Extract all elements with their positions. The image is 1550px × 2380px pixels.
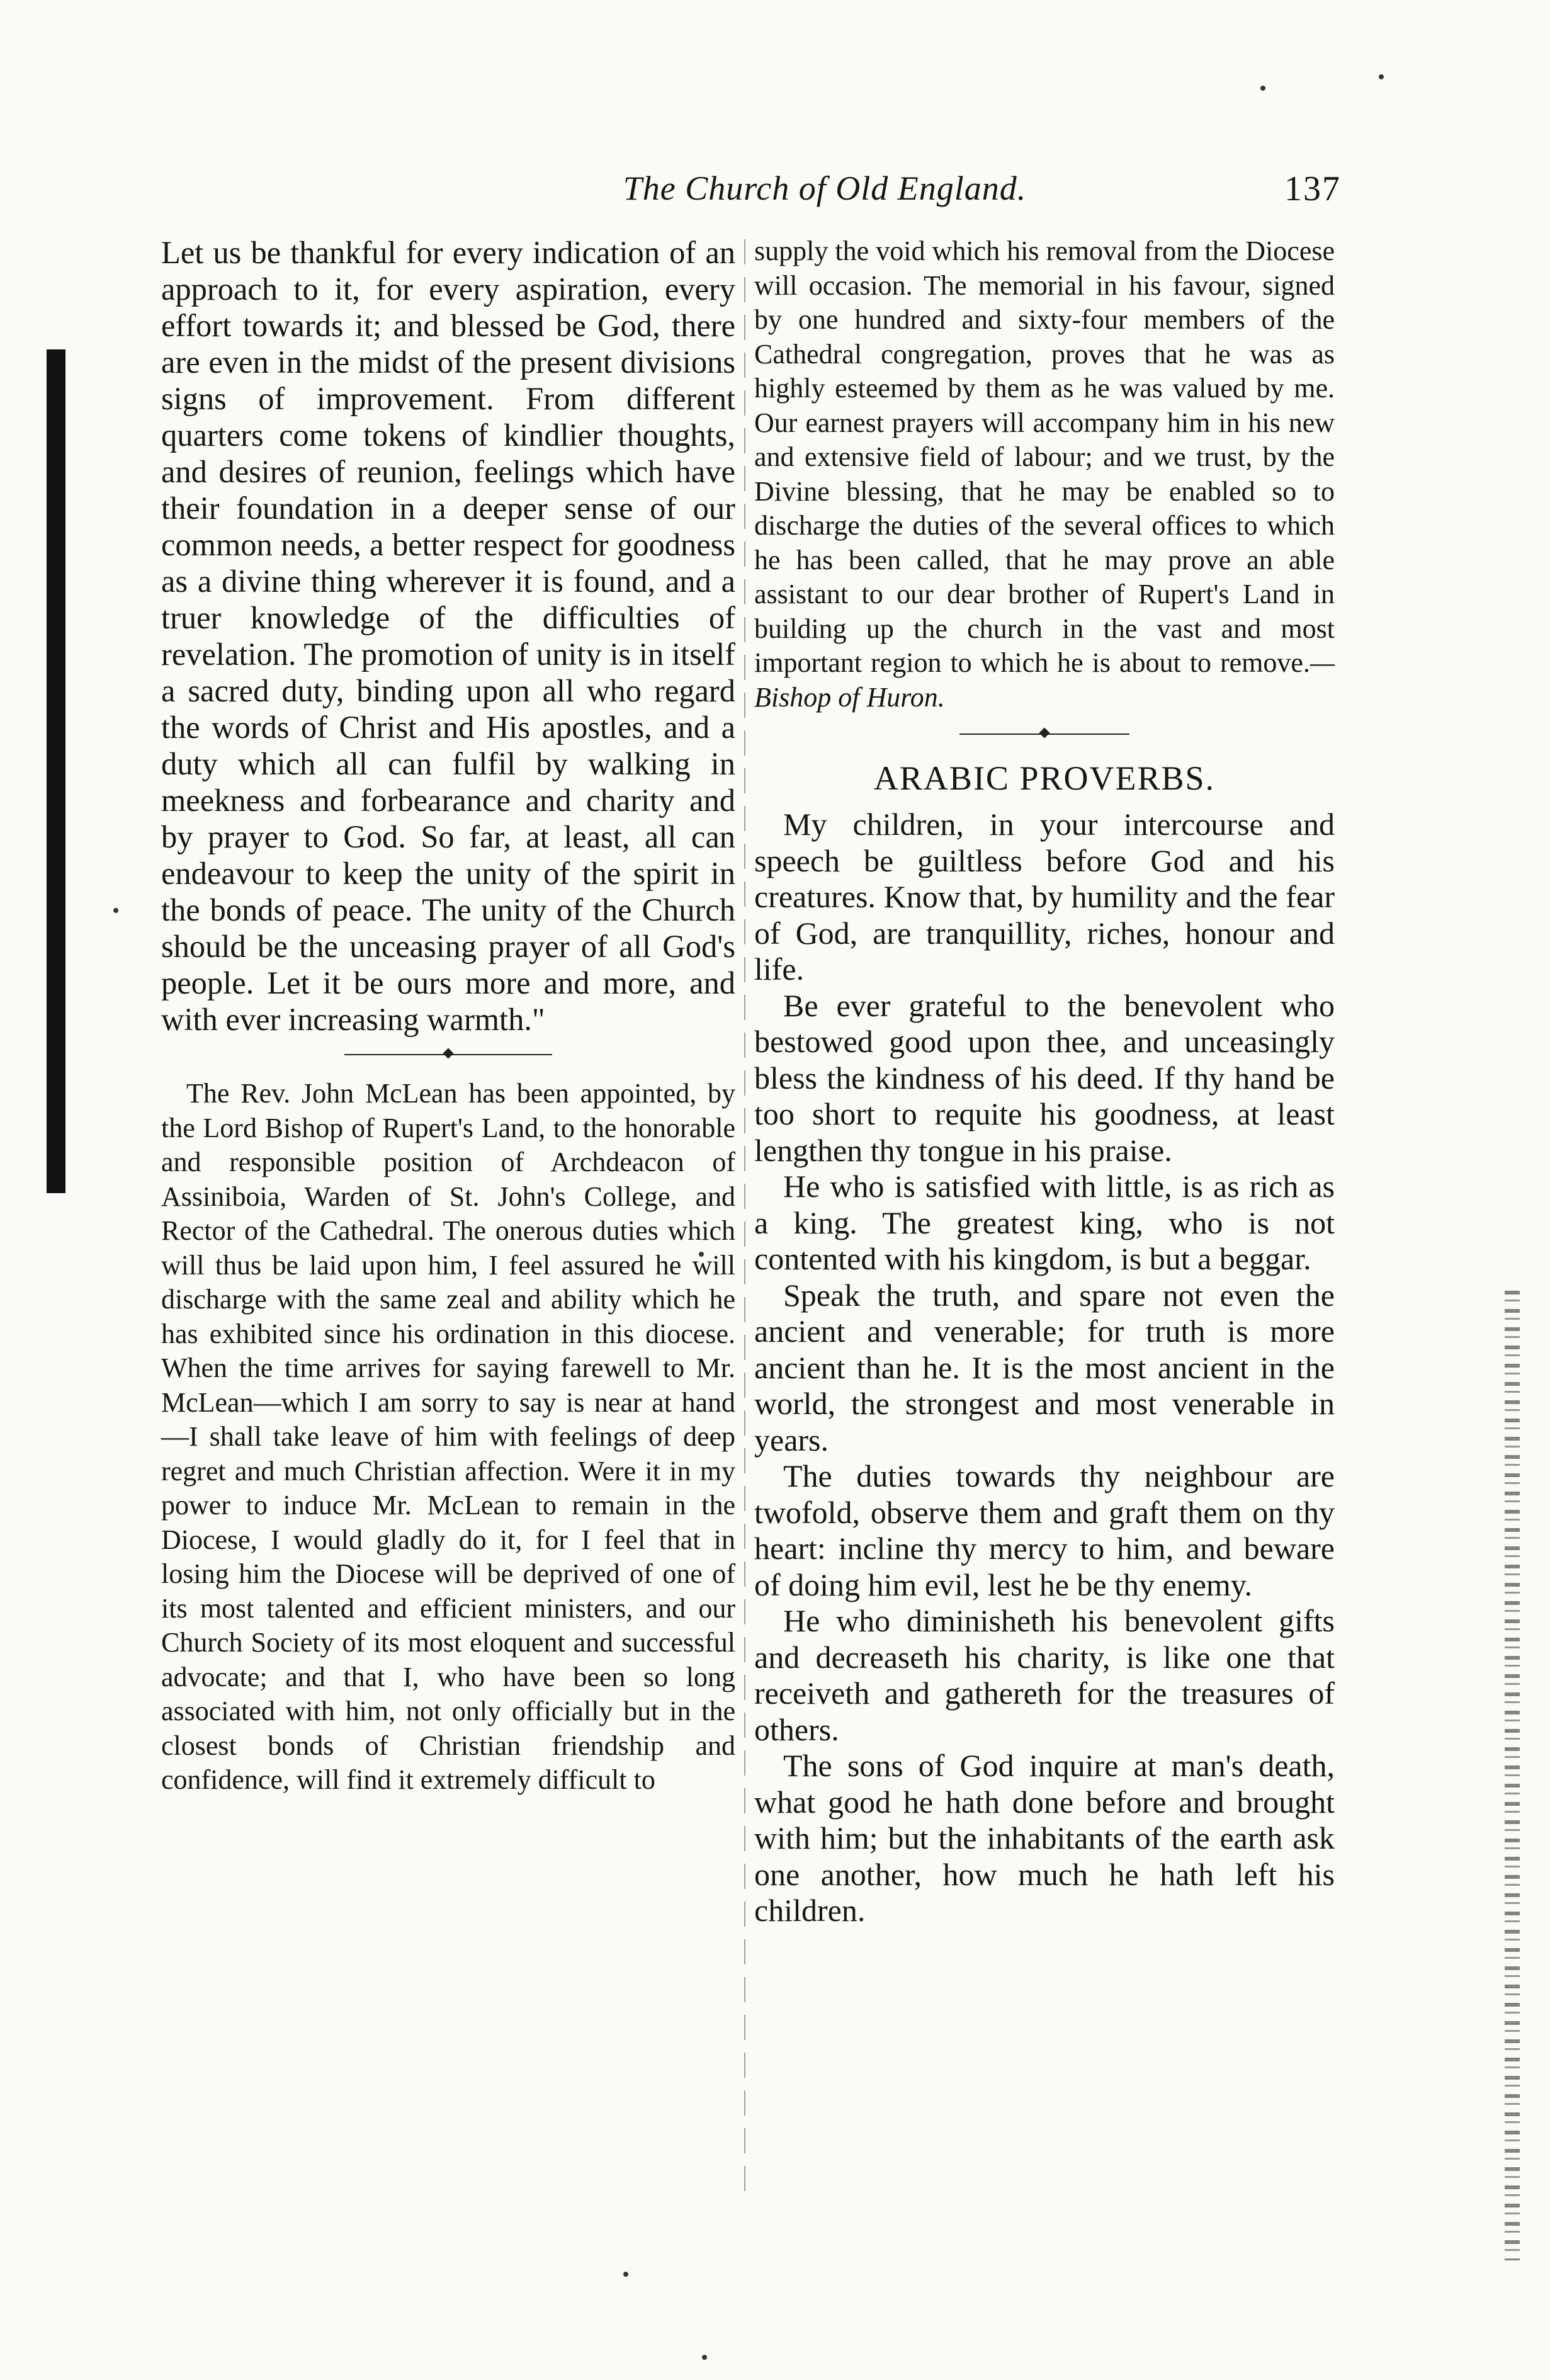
scan-speck — [1260, 86, 1265, 91]
scan-speck — [623, 2272, 628, 2277]
section-divider — [344, 1054, 552, 1055]
proverb: Speak the truth, and spare not even the ancient and venerable; for truth is more ancient than he. It is the most ancient in the world, the strongest and most venerable in years. — [754, 1277, 1335, 1458]
scan-speck — [702, 2355, 707, 2360]
mclean-continuation-text: supply the void which his removal from the Diocese will occasion. The memorial in his favour, signed by one hundred and sixty-four members of the Cathedral congregation, proves that he was as highly esteemed by them as he was valued by me. Our earnest prayers will accompany him in his new and extensive field of labour; and we trust, by the Divine blessing, that he may be enabled so to discharge the duties of the several offices to which he has been called, that he may prove an able assistant to our dear brother of Rupert's Land in building up the church in the vast and most important region to which he is about to remove. — [754, 235, 1335, 678]
proverb: The duties towards thy neighbour are twofold, observe them and graft them on thy heart: incline thy mercy to him, and beware of doing him evil, lest he be thy enemy. — [754, 1458, 1335, 1602]
page-edge-artifact — [1505, 1291, 1520, 2260]
proverb: He who diminisheth his benevolent gifts and decreaseth his charity, is like one that receiveth and gathereth for the treasures of others. — [754, 1603, 1335, 1747]
proverb: My children, in your intercourse and speech be guiltless before God and his creatures. Know that, by humility and the fear of God, are tranquillity, riches, honour and life. — [754, 807, 1335, 987]
proverb: The sons of God inquire at man's death, what good he hath done before and brought with him; but the inhabitants of the earth ask one another, how much he hath left his children. — [754, 1748, 1335, 1928]
right-column — [754, 234, 1335, 1929]
mclean-paragraph: The Rev. John McLean has been appointed, by the Lord Bishop of Rupert's Land, to the honorable and responsible position of Archdeacon of Assiniboia, Warden of St. John's College, and Rector of the Cathedral. The onerous duties which will thus be laid upon him, I feel assured he will discharge with the same zeal and ability which he has exhibited since his ordination in this diocese. When the time arrives for saying farewell to Mr. McLean—which I am sorry to say is near at hand—I shall take leave of him with feelings of deep regret and much Christian affection. Were it in my power to induce Mr. McLean to remain in the Diocese, I would gladly do it, for I feel that in losing him the Diocese will be deprived of one of its most talented and efficient ministers, and our Church Society of its most eloquent and successful advocate; and that I, who have been so long associated with him, not only officially but in the closest bonds of Christian friendship and confidence, will find it extremely difficult to — [161, 1078, 735, 1795]
left-column — [161, 234, 735, 1798]
running-header — [478, 169, 1341, 219]
running-title: The Church of Old England. — [623, 169, 1027, 207]
proverb: He who is satisfied with little, is as rich as a king. The greatest king, who is not contented with his kingdom, is but a beggar. — [754, 1169, 1335, 1276]
margin-scan-bar — [47, 349, 65, 1193]
quote-paragraph: Let us be thankful for every indication of an approach to it, for every aspiration, every effort towards it; and blessed be God, there are even in the midst of the present divisions signs of improvement. From different quarters come tokens of kindlier thoughts, and desires of reunion, feelings which have their foundation in a deeper sense of our common needs, a better respect for goodness as a divine thing wherever it is found, and a truer knowledge of the difficulties of revelation. The promotion of unity is in itself a sacred duty, binding upon all who regard the words of Christ and His apostles, and a duty which all can fulfil by walking in meekness and forbearance and charity and by prayer to God. So far, at least, all can endeavour to keep the unity of the spirit in the bonds of peace. The unity of the Church should be the unceasing prayer of all God's people. Let it be ours more and more, and with ever increasing warmth." — [161, 235, 735, 1037]
divider-ornament-icon — [1039, 728, 1050, 739]
column-divider — [744, 239, 745, 2197]
page-number: 137 — [1284, 169, 1341, 208]
scan-speck — [1379, 74, 1384, 79]
scan-speck — [113, 908, 118, 913]
proverb: Be ever grateful to the benevolent who bestowed good upon thee, and unceasingly bless the kindness of his deed. If thy hand be too short to requite his goodness, at least lengthen thy tongue in his praise. — [754, 987, 1335, 1168]
signoff: —Bishop of Huron. — [754, 647, 1335, 713]
section-heading: ARABIC PROVERBS. — [873, 759, 1216, 797]
mclean-continuation — [754, 234, 1335, 715]
section-divider — [959, 734, 1129, 735]
divider-ornament-icon — [443, 1048, 454, 1059]
